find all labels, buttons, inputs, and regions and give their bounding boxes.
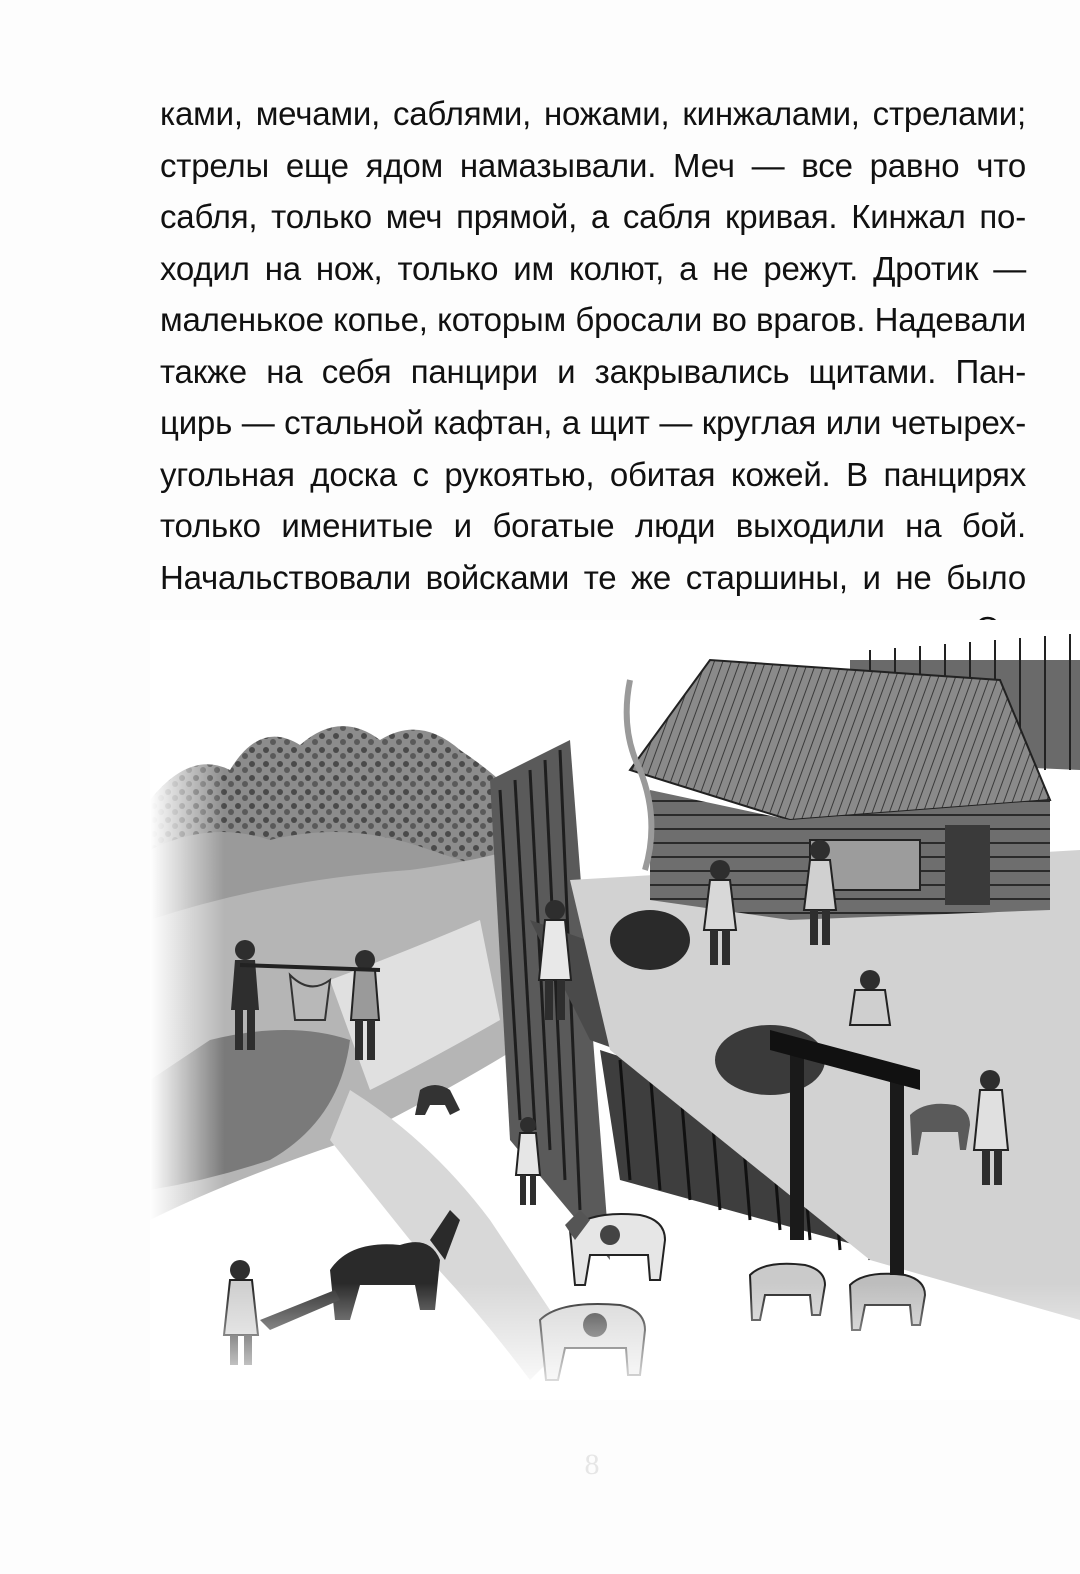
text-line-8: угольная доска с рукоятью, обитая кожей. В панцирях [160, 455, 1026, 493]
text-line-7: цирь — стальной кафтан, а щит — круглая или четырех- [160, 404, 1026, 441]
text-line-3: сабля, только меч прямой, а сабля кривая. Кинжал по- [160, 198, 1026, 235]
text-line-2: стрелы еще ядом намазывали. Меч — все равно что [160, 146, 1026, 184]
text-line-5: маленькое копье, которым бросали во врагов. Надевали [160, 301, 1026, 338]
text-line-9: только именитые и богатые люди выходили на бой. [160, 507, 1026, 544]
text-line-10: Начальствовали войсками те же старшины, и не было [160, 558, 1026, 596]
text-line-6: также на себя панцири и закрывались щитами. Пан- [160, 352, 1026, 390]
slavic-village-illustration [150, 620, 1080, 1400]
page-number: 8 [584, 1448, 600, 1481]
text-line-1: ками, мечами, саблями, ножами, кинжалами, стрелами; [160, 95, 1026, 132]
text-line-4: ходил на нож, только им колют, а не режут. Дротик — [160, 249, 1026, 287]
